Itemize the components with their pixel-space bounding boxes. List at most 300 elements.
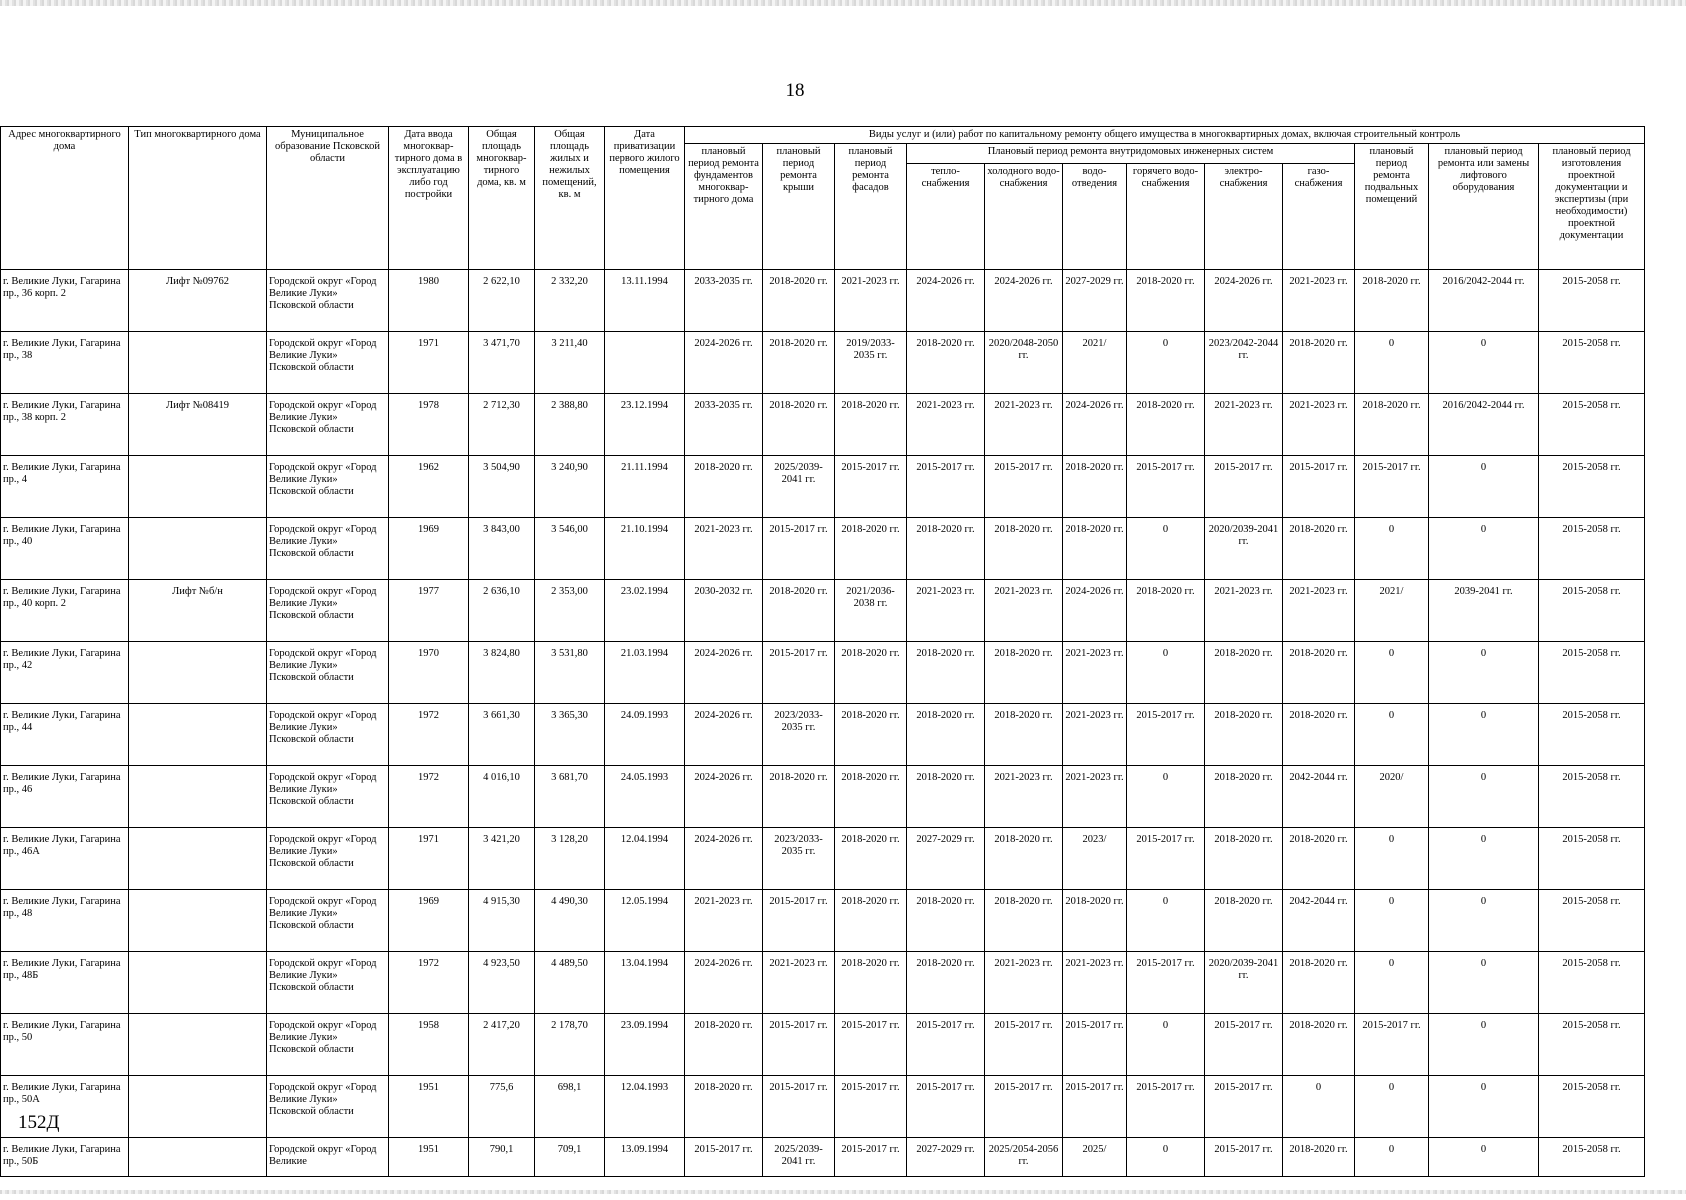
header-elevator: плановый период ремонта или замены лифтового оборудования	[1429, 144, 1539, 270]
cell-hot-water: 0	[1127, 642, 1205, 704]
cell-design: 2015-2058 гг.	[1539, 1076, 1645, 1138]
cell-cold-water: 2015-2017 гг.	[985, 456, 1063, 518]
table-row	[1, 580, 1645, 642]
cell-heat: 2027-2029 гг.	[907, 828, 985, 890]
cell-address: г. Великие Луки, Гагарина пр., 50Б	[1, 1138, 129, 1177]
cell-facade: 2018-2020 гг.	[835, 704, 907, 766]
cell-basement: 2021/	[1355, 580, 1429, 642]
cell-facade: 2018-2020 гг.	[835, 394, 907, 456]
cell-electric: 2021-2023 гг.	[1205, 580, 1283, 642]
cell-address: г. Великие Луки, Гагарина пр., 48Б	[1, 952, 129, 1014]
cell-foundation: 2021-2023 гг.	[685, 518, 763, 580]
cell-privatization: 21.03.1994	[605, 642, 685, 704]
cell-electric: 2015-2017 гг.	[1205, 1076, 1283, 1138]
cell-address: г. Великие Луки, Гагарина пр., 42	[1, 642, 129, 704]
cell-cold-water: 2015-2017 гг.	[985, 1076, 1063, 1138]
cell-heat: 2021-2023 гг.	[907, 580, 985, 642]
header-gas: газо-снабжения	[1283, 164, 1355, 270]
cell-premises-area: 3 531,80	[535, 642, 605, 704]
scan-noise-bottom	[0, 1190, 1686, 1194]
cell-total-area: 775,6	[469, 1076, 535, 1138]
cell-premises-area: 2 388,80	[535, 394, 605, 456]
cell-foundation: 2018-2020 гг.	[685, 456, 763, 518]
cell-gas: 2021-2023 гг.	[1283, 394, 1355, 456]
cell-gas: 2021-2023 гг.	[1283, 270, 1355, 332]
header-roof: плановый период ремонта крыши	[763, 144, 835, 270]
cell-address: г. Великие Луки, Гагарина пр., 46А	[1, 828, 129, 890]
cell-elevator: 0	[1429, 332, 1539, 394]
cell-elevator: 2016/2042-2044 гг.	[1429, 270, 1539, 332]
cell-basement: 0	[1355, 828, 1429, 890]
cell-elevator: 0	[1429, 828, 1539, 890]
cell-premises-area: 2 178,70	[535, 1014, 605, 1076]
cell-total-area: 3 661,30	[469, 704, 535, 766]
cell-heat: 2015-2017 гг.	[907, 456, 985, 518]
cell-foundation: 2024-2026 гг.	[685, 642, 763, 704]
cell-year: 1969	[389, 518, 469, 580]
cell-electric: 2015-2017 гг.	[1205, 1138, 1283, 1177]
cell-electric: 2021-2023 гг.	[1205, 394, 1283, 456]
cell-sewer: 2021-2023 гг.	[1063, 952, 1127, 1014]
cell-electric: 2018-2020 гг.	[1205, 704, 1283, 766]
cell-design: 2015-2058 гг.	[1539, 518, 1645, 580]
table-row	[1, 518, 1645, 580]
cell-privatization: 12.04.1993	[605, 1076, 685, 1138]
cell-total-area: 4 915,30	[469, 890, 535, 952]
table-row	[1, 1076, 1645, 1138]
cell-hot-water: 0	[1127, 518, 1205, 580]
cell-design: 2015-2058 гг.	[1539, 828, 1645, 890]
cell-premises-area: 3 365,30	[535, 704, 605, 766]
cell-type	[129, 1076, 267, 1138]
cell-design: 2015-2058 гг.	[1539, 270, 1645, 332]
cell-premises-area: 3 211,40	[535, 332, 605, 394]
cell-premises-area: 2 332,20	[535, 270, 605, 332]
table-row	[1, 270, 1645, 332]
cell-heat: 2018-2020 гг.	[907, 704, 985, 766]
cell-total-area: 790,1	[469, 1138, 535, 1177]
cell-municipality: Городской округ «Город Великие Луки» Псковской области	[267, 1076, 389, 1138]
cell-electric: 2018-2020 гг.	[1205, 766, 1283, 828]
cell-facade: 2018-2020 гг.	[835, 642, 907, 704]
cell-total-area: 3 843,00	[469, 518, 535, 580]
cell-privatization: 13.04.1994	[605, 952, 685, 1014]
cell-heat: 2018-2020 гг.	[907, 642, 985, 704]
cell-year: 1972	[389, 952, 469, 1014]
cell-address: г. Великие Луки, Гагарина пр., 50А	[1, 1076, 129, 1138]
cell-cold-water: 2025/2054-2056 гг.	[985, 1138, 1063, 1177]
cell-foundation: 2024-2026 гг.	[685, 332, 763, 394]
cell-hot-water: 0	[1127, 1138, 1205, 1177]
cell-sewer: 2018-2020 гг.	[1063, 518, 1127, 580]
scan-noise-top	[0, 0, 1686, 6]
cell-municipality: Городской округ «Город Великие Луки» Псковской области	[267, 518, 389, 580]
cell-roof: 2018-2020 гг.	[763, 580, 835, 642]
cell-address: г. Великие Луки, Гагарина пр., 40 корп. 2	[1, 580, 129, 642]
cell-heat: 2015-2017 гг.	[907, 1014, 985, 1076]
cell-electric: 2018-2020 гг.	[1205, 890, 1283, 952]
cell-municipality: Городской округ «Город Великие Луки» Псковской области	[267, 580, 389, 642]
cell-cold-water: 2024-2026 гг.	[985, 270, 1063, 332]
cell-facade: 2015-2017 гг.	[835, 1138, 907, 1177]
cell-elevator: 0	[1429, 1014, 1539, 1076]
cell-type: Лифт №09762	[129, 270, 267, 332]
cell-heat: 2018-2020 гг.	[907, 518, 985, 580]
cell-basement: 0	[1355, 642, 1429, 704]
cell-municipality: Городской округ «Город Великие Луки» Псковской области	[267, 952, 389, 1014]
cell-municipality: Городской округ «Город Великие Луки» Псковской области	[267, 270, 389, 332]
cell-sewer: 2018-2020 гг.	[1063, 890, 1127, 952]
cell-year: 1972	[389, 766, 469, 828]
cell-design: 2015-2058 гг.	[1539, 1138, 1645, 1177]
table-row	[1, 642, 1645, 704]
cell-roof: 2023/2033-2035 гг.	[763, 828, 835, 890]
cell-roof: 2015-2017 гг.	[763, 890, 835, 952]
cell-municipality: Городской округ «Город Великие Луки» Псковской области	[267, 704, 389, 766]
cell-basement: 0	[1355, 952, 1429, 1014]
cell-cold-water: 2021-2023 гг.	[985, 766, 1063, 828]
cell-elevator: 0	[1429, 890, 1539, 952]
header-commission: Дата ввода многоквар-тирного дома в эксплуатацию либо год постройки	[389, 127, 469, 270]
cell-type: Лифт №б/н	[129, 580, 267, 642]
cell-privatization: 12.04.1994	[605, 828, 685, 890]
cell-premises-area: 709,1	[535, 1138, 605, 1177]
cell-facade: 2021/2036-2038 гг.	[835, 580, 907, 642]
cell-address: г. Великие Луки, Гагарина пр., 38	[1, 332, 129, 394]
cell-electric: 2023/2042-2044 гг.	[1205, 332, 1283, 394]
header-cold-water: холодного водо-снабжения	[985, 164, 1063, 270]
header-design: плановый период изготовления проектной документации и экспертизы (при необходимости) проектной документации	[1539, 144, 1645, 270]
cell-total-area: 4 923,50	[469, 952, 535, 1014]
cell-design: 2015-2058 гг.	[1539, 332, 1645, 394]
table-row	[1, 828, 1645, 890]
cell-gas: 2018-2020 гг.	[1283, 828, 1355, 890]
cell-year: 1951	[389, 1076, 469, 1138]
cell-year: 1972	[389, 704, 469, 766]
cell-address: г. Великие Луки, Гагарина пр., 50	[1, 1014, 129, 1076]
cell-year: 1970	[389, 642, 469, 704]
cell-gas: 2018-2020 гг.	[1283, 704, 1355, 766]
cell-hot-water: 2018-2020 гг.	[1127, 580, 1205, 642]
cell-design: 2015-2058 гг.	[1539, 952, 1645, 1014]
cell-facade: 2018-2020 гг.	[835, 766, 907, 828]
header-type: Тип многоквартирного дома	[129, 127, 267, 270]
cell-design: 2015-2058 гг.	[1539, 704, 1645, 766]
cell-privatization: 13.11.1994	[605, 270, 685, 332]
cell-electric: 2015-2017 гг.	[1205, 456, 1283, 518]
footer-code: 152Д	[18, 1112, 60, 1133]
cell-elevator: 0	[1429, 642, 1539, 704]
cell-basement: 0	[1355, 518, 1429, 580]
header-electric: электро-снабжения	[1205, 164, 1283, 270]
cell-facade: 2018-2020 гг.	[835, 890, 907, 952]
cell-basement: 2015-2017 гг.	[1355, 1014, 1429, 1076]
cell-design: 2015-2058 гг.	[1539, 456, 1645, 518]
cell-gas: 2018-2020 гг.	[1283, 952, 1355, 1014]
cell-year: 1971	[389, 828, 469, 890]
cell-premises-area: 3 240,90	[535, 456, 605, 518]
cell-hot-water: 2015-2017 гг.	[1127, 704, 1205, 766]
cell-premises-area: 2 353,00	[535, 580, 605, 642]
cell-type	[129, 952, 267, 1014]
cell-sewer: 2015-2017 гг.	[1063, 1014, 1127, 1076]
cell-address: г. Великие Луки, Гагарина пр., 38 корп. 2	[1, 394, 129, 456]
cell-privatization: 23.12.1994	[605, 394, 685, 456]
cell-roof: 2015-2017 гг.	[763, 518, 835, 580]
cell-design: 2015-2058 гг.	[1539, 394, 1645, 456]
cell-type	[129, 642, 267, 704]
cell-sewer: 2018-2020 гг.	[1063, 456, 1127, 518]
cell-total-area: 2 417,20	[469, 1014, 535, 1076]
cell-roof: 2018-2020 гг.	[763, 394, 835, 456]
cell-electric: 2018-2020 гг.	[1205, 642, 1283, 704]
cell-year: 1969	[389, 890, 469, 952]
table-row	[1, 1138, 1645, 1177]
cell-total-area: 4 016,10	[469, 766, 535, 828]
cell-basement: 2015-2017 гг.	[1355, 456, 1429, 518]
table-row	[1, 394, 1645, 456]
cell-elevator: 0	[1429, 704, 1539, 766]
cell-sewer: 2025/	[1063, 1138, 1127, 1177]
cell-hot-water: 0	[1127, 332, 1205, 394]
header-systems-group: Плановый период ремонта внутридомовых инженерных систем	[907, 144, 1355, 164]
cell-electric: 2018-2020 гг.	[1205, 828, 1283, 890]
table-row	[1, 332, 1645, 394]
cell-address: г. Великие Луки, Гагарина пр., 4	[1, 456, 129, 518]
cell-address: г. Великие Луки, Гагарина пр., 36 корп. 2	[1, 270, 129, 332]
cell-design: 2015-2058 гг.	[1539, 1014, 1645, 1076]
cell-premises-area: 698,1	[535, 1076, 605, 1138]
cell-elevator: 0	[1429, 1138, 1539, 1177]
cell-facade: 2018-2020 гг.	[835, 828, 907, 890]
cell-design: 2015-2058 гг.	[1539, 642, 1645, 704]
header-hot-water: горячего водо-снабжения	[1127, 164, 1205, 270]
cell-basement: 0	[1355, 1138, 1429, 1177]
cell-hot-water: 2015-2017 гг.	[1127, 456, 1205, 518]
cell-gas: 2018-2020 гг.	[1283, 1014, 1355, 1076]
cell-heat: 2018-2020 гг.	[907, 332, 985, 394]
cell-type	[129, 332, 267, 394]
cell-roof: 2018-2020 гг.	[763, 332, 835, 394]
cell-sewer: 2015-2017 гг.	[1063, 1076, 1127, 1138]
cell-type	[129, 518, 267, 580]
cell-premises-area: 3 128,20	[535, 828, 605, 890]
cell-premises-area: 4 490,30	[535, 890, 605, 952]
cell-elevator: 0	[1429, 518, 1539, 580]
cell-total-area: 3 504,90	[469, 456, 535, 518]
cell-municipality: Городской округ «Город Великие Луки» Псковской области	[267, 456, 389, 518]
cell-municipality: Городской округ «Город Великие Луки» Псковской области	[267, 1014, 389, 1076]
cell-premises-area: 3 546,00	[535, 518, 605, 580]
cell-sewer: 2021-2023 гг.	[1063, 704, 1127, 766]
cell-type	[129, 1014, 267, 1076]
cell-privatization: 23.02.1994	[605, 580, 685, 642]
cell-type: Лифт №08419	[129, 394, 267, 456]
cell-sewer: 2021-2023 гг.	[1063, 642, 1127, 704]
cell-year: 1971	[389, 332, 469, 394]
cell-basement: 0	[1355, 332, 1429, 394]
table-row	[1, 890, 1645, 952]
cell-roof: 2015-2017 гг.	[763, 642, 835, 704]
cell-gas: 2042-2044 гг.	[1283, 766, 1355, 828]
cell-privatization: 23.09.1994	[605, 1014, 685, 1076]
cell-privatization: 21.10.1994	[605, 518, 685, 580]
cell-municipality: Городской округ «Город Великие Луки» Псковской области	[267, 394, 389, 456]
cell-sewer: 2021/	[1063, 332, 1127, 394]
cell-municipality: Городской округ «Город Великие Луки» Псковской области	[267, 766, 389, 828]
cell-heat: 2021-2023 гг.	[907, 394, 985, 456]
cell-design: 2015-2058 гг.	[1539, 766, 1645, 828]
cell-cold-water: 2018-2020 гг.	[985, 518, 1063, 580]
cell-total-area: 2 622,10	[469, 270, 535, 332]
cell-roof: 2018-2020 гг.	[763, 270, 835, 332]
header-address: Адрес многоквартирного дома	[1, 127, 129, 270]
cell-basement: 2018-2020 гг.	[1355, 270, 1429, 332]
cell-heat: 2018-2020 гг.	[907, 890, 985, 952]
cell-gas: 2018-2020 гг.	[1283, 518, 1355, 580]
header-municipality: Муниципальное образование Псковской области	[267, 127, 389, 270]
cell-cold-water: 2015-2017 гг.	[985, 1014, 1063, 1076]
cell-roof: 2015-2017 гг.	[763, 1076, 835, 1138]
cell-gas: 2018-2020 гг.	[1283, 332, 1355, 394]
header-works-group: Виды услуг и (или) работ по капитальному ремонту общего имущества в многоквартирных домах, включая строительный контроль	[685, 127, 1645, 144]
cell-total-area: 3 471,70	[469, 332, 535, 394]
cell-premises-area: 4 489,50	[535, 952, 605, 1014]
cell-sewer: 2024-2026 гг.	[1063, 394, 1127, 456]
cell-facade: 2021-2023 гг.	[835, 270, 907, 332]
cell-privatization	[605, 332, 685, 394]
cell-heat: 2027-2029 гг.	[907, 1138, 985, 1177]
cell-foundation: 2033-2035 гг.	[685, 394, 763, 456]
cell-design: 2015-2058 гг.	[1539, 890, 1645, 952]
cell-facade: 2015-2017 гг.	[835, 456, 907, 518]
cell-facade: 2018-2020 гг.	[835, 518, 907, 580]
cell-roof: 2023/2033-2035 гг.	[763, 704, 835, 766]
cell-cold-water: 2021-2023 гг.	[985, 952, 1063, 1014]
cell-privatization: 21.11.1994	[605, 456, 685, 518]
cell-roof: 2021-2023 гг.	[763, 952, 835, 1014]
cell-basement: 0	[1355, 704, 1429, 766]
cell-sewer: 2021-2023 гг.	[1063, 766, 1127, 828]
cell-total-area: 3 824,80	[469, 642, 535, 704]
table-row	[1, 1014, 1645, 1076]
cell-roof: 2025/2039-2041 гг.	[763, 1138, 835, 1177]
cell-privatization: 13.09.1994	[605, 1138, 685, 1177]
header-total-area: Общая площадь многоквар-тирного дома, кв. м	[469, 127, 535, 270]
cell-foundation: 2024-2026 гг.	[685, 828, 763, 890]
cell-municipality: Городской округ «Город Великие Луки» Псковской области	[267, 642, 389, 704]
cell-hot-water: 0	[1127, 766, 1205, 828]
cell-privatization: 12.05.1994	[605, 890, 685, 952]
cell-type	[129, 766, 267, 828]
cell-elevator: 0	[1429, 1076, 1539, 1138]
cell-heat: 2018-2020 гг.	[907, 952, 985, 1014]
table-row	[1, 456, 1645, 518]
cell-foundation: 2015-2017 гг.	[685, 1138, 763, 1177]
cell-privatization: 24.09.1993	[605, 704, 685, 766]
header-premises-area: Общая площадь жилых и нежилых помещений, кв. м	[535, 127, 605, 270]
cell-privatization: 24.05.1993	[605, 766, 685, 828]
cell-facade: 2015-2017 гг.	[835, 1076, 907, 1138]
cell-gas: 2042-2044 гг.	[1283, 890, 1355, 952]
cell-heat: 2018-2020 гг.	[907, 766, 985, 828]
cell-hot-water: 2015-2017 гг.	[1127, 1076, 1205, 1138]
cell-electric: 2020/2039-2041 гг.	[1205, 952, 1283, 1014]
cell-address: г. Великие Луки, Гагарина пр., 46	[1, 766, 129, 828]
header-sewer: водо-отведения	[1063, 164, 1127, 270]
cell-address: г. Великие Луки, Гагарина пр., 48	[1, 890, 129, 952]
cell-facade: 2015-2017 гг.	[835, 1014, 907, 1076]
cell-hot-water: 0	[1127, 890, 1205, 952]
cell-cold-water: 2018-2020 гг.	[985, 704, 1063, 766]
cell-year: 1962	[389, 456, 469, 518]
cell-elevator: 2039-2041 гг.	[1429, 580, 1539, 642]
header-foundation: плановый период ремонта фундаментов многоквар-тирного дома	[685, 144, 763, 270]
cell-sewer: 2027-2029 гг.	[1063, 270, 1127, 332]
cell-foundation: 2033-2035 гг.	[685, 270, 763, 332]
cell-basement: 0	[1355, 890, 1429, 952]
cell-hot-water: 2015-2017 гг.	[1127, 952, 1205, 1014]
cell-gas: 0	[1283, 1076, 1355, 1138]
cell-gas: 2021-2023 гг.	[1283, 580, 1355, 642]
cell-type	[129, 704, 267, 766]
cell-elevator: 0	[1429, 766, 1539, 828]
cell-year: 1978	[389, 394, 469, 456]
cell-sewer: 2023/	[1063, 828, 1127, 890]
cell-municipality: Городской округ «Город Великие Луки» Псковской области	[267, 828, 389, 890]
cell-gas: 2018-2020 гг.	[1283, 642, 1355, 704]
cell-cold-water: 2018-2020 гг.	[985, 828, 1063, 890]
page-number: 18	[785, 80, 805, 101]
cell-gas: 2015-2017 гг.	[1283, 456, 1355, 518]
repair-schedule-table	[0, 126, 1645, 1177]
header-privatization: Дата приватизации первого жилого помещения	[605, 127, 685, 270]
table-row	[1, 952, 1645, 1014]
cell-cold-water: 2021-2023 гг.	[985, 580, 1063, 642]
cell-electric: 2024-2026 гг.	[1205, 270, 1283, 332]
cell-foundation: 2024-2026 гг.	[685, 952, 763, 1014]
cell-foundation: 2021-2023 гг.	[685, 890, 763, 952]
cell-elevator: 0	[1429, 456, 1539, 518]
header-basement: плановый период ремонта подвальных помещений	[1355, 144, 1429, 270]
cell-cold-water: 2018-2020 гг.	[985, 642, 1063, 704]
cell-hot-water: 2018-2020 гг.	[1127, 270, 1205, 332]
cell-cold-water: 2020/2048-2050 гг.	[985, 332, 1063, 394]
cell-total-area: 2 712,30	[469, 394, 535, 456]
cell-year: 1958	[389, 1014, 469, 1076]
cell-cold-water: 2018-2020 гг.	[985, 890, 1063, 952]
cell-address: г. Великие Луки, Гагарина пр., 40	[1, 518, 129, 580]
cell-foundation: 2018-2020 гг.	[685, 1076, 763, 1138]
cell-basement: 2020/	[1355, 766, 1429, 828]
cell-foundation: 2024-2026 гг.	[685, 766, 763, 828]
cell-municipality: Городской округ «Город Великие Луки» Псковской области	[267, 890, 389, 952]
table-row	[1, 704, 1645, 766]
table-body	[1, 270, 1645, 1177]
cell-foundation: 2018-2020 гг.	[685, 1014, 763, 1076]
cell-address: г. Великие Луки, Гагарина пр., 44	[1, 704, 129, 766]
cell-roof: 2025/2039-2041 гг.	[763, 456, 835, 518]
header-heat: тепло-снабжения	[907, 164, 985, 270]
cell-heat: 2015-2017 гг.	[907, 1076, 985, 1138]
cell-facade: 2018-2020 гг.	[835, 952, 907, 1014]
cell-type	[129, 890, 267, 952]
cell-premises-area: 3 681,70	[535, 766, 605, 828]
cell-electric: 2020/2039-2041 гг.	[1205, 518, 1283, 580]
cell-elevator: 2016/2042-2044 гг.	[1429, 394, 1539, 456]
cell-total-area: 3 421,20	[469, 828, 535, 890]
cell-year: 1951	[389, 1138, 469, 1177]
